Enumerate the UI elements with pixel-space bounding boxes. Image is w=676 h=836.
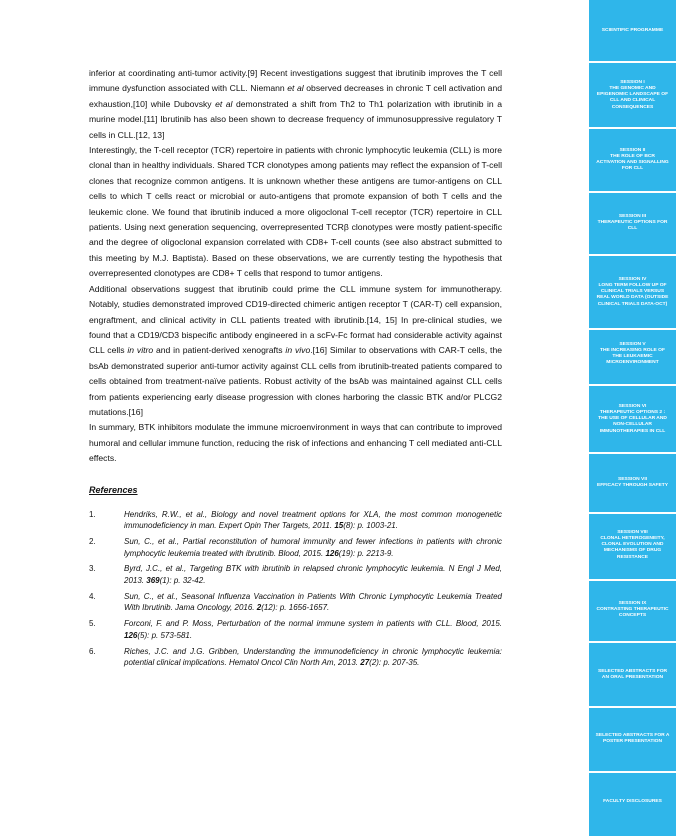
reference-volume: 126 [325,548,339,558]
sidebar-item-5[interactable] [589,277,676,308]
sidebar-item-label: SCIENTIFIC PROGRAMME [601,28,664,33]
sidebar-item-11[interactable] [589,669,676,682]
sidebar-divider [589,771,676,773]
paragraph-3-text-b: and in patient-derived xenografts [153,345,286,356]
reference-number: 3. [89,564,96,574]
reference-citation: Riches, J.C. and J.G. Gribben, Understanding the immunodeficiency in chronic lymphocytic leukemia: potential clinical implications. Hematol Oncol Clin North Am, 2013. [124,646,502,668]
sidebar-item-label: THERAPEUTIC OPTIONS 2 : THE USE OF CELLULAR AND NON-CELLULAR IMMUNOTHERAPIES IN CLL [598,409,667,434]
reference-pages: (1): p. 32-42. [159,576,206,586]
reference-item [89,591,502,614]
sidebar-divider [589,127,676,129]
reference-text [124,618,502,641]
reference-citation: Byrd, J.C., et al., Targeting BTK with ibrutinib in relapsed chronic lymphocytic leukemia. N Engl J Med, 2013. [124,564,502,586]
paragraph-1-text-c: demonstrated a shift from Th2 to Th1 polarization with ibrutinib in a murine model.[11] Ibrutinib has also been shown to decrease frequency of immunosuppressive regulatory T cells in CLL.[12, 13] [89,98,502,140]
sidebar-item-label: THE ROLE OF BCR ACTIVATION AND SIGNALLING FOR CLL [596,153,669,172]
reference-item [89,509,502,532]
reference-pages: (5): p. 573-581. [137,630,193,640]
reference-number: 5. [89,619,96,629]
reference-pages: (8): p. 1003-21. [343,521,398,531]
paragraph-1-italic-b: et al [215,98,233,109]
sidebar-item-12[interactable] [589,733,676,746]
sidebar-item-label: SESSION V [619,341,646,347]
sidebar-item-10[interactable] [589,601,676,620]
reference-text [124,509,502,532]
sidebar-item-label: SESSION II [619,147,646,153]
reference-number: 6. [89,646,96,656]
sidebar-divider [589,61,676,63]
reference-citation: Forconi, F. and P. Moss, Perturbation of the normal immune system in patients with CLL. Blood, 2015. [124,619,502,629]
sidebar-item-3[interactable] [589,148,676,173]
paragraph-3-text-a: Additional observations suggest that ibrutinib could prime the CLL immune system for immunotherapy. Notably, studies demonstrated improved CD19-directed chimeric antigen receptor T (CAR-T) cell expansion, engraftment, and clinical activity in CLL patients treated with ibrutinib.[14, 15] In pre-clinical studies, we found that a CD19/CD3 bispecific antibody engineered in a scFv-Fc format had considerable activity against CLL cells [89,283,502,356]
reference-item [89,646,502,669]
reference-item [89,536,502,559]
sidebar-item-label: THE GENOMIC AND EPIGENOMIC LANDSCAPE OF CLL AND CLINICAL CONSEQUENCES [596,85,669,110]
sidebar-divider [589,641,676,643]
reference-text [124,646,502,669]
sidebar-divider [589,254,676,256]
sidebar-item-9[interactable] [589,530,676,561]
paragraph-3-italic-b: in vivo [285,345,311,356]
reference-text [124,563,502,586]
sidebar-divider [589,579,676,581]
sidebar-item-label: SESSION III [618,213,647,219]
sidebar-item-label: SESSION VI [618,403,647,409]
reference-citation: Hendriks, R.W., et al., Biology and novel treatment options for XLA, the most common monogenetic immunodeficiency in man. Expert Opin Ther Targets, 2011. [124,509,502,531]
sidebar-divider [589,328,676,330]
paragraph-3-italic-a: in vitro [127,345,154,356]
sidebar-item-label: CONTRASTING THERAPEUTIC CONCEPTS [596,606,669,619]
sidebar-item-label: SESSION I [620,79,645,85]
reference-number: 2. [89,536,96,546]
paragraph-1 [89,66,502,143]
sidebar-divider [589,384,676,386]
paragraph-2: Interestingly, the T-cell receptor (TCR) repertoire in patients with chronic lymphocytic leukemia (CLL) is more clonal than in healthy individuals. Shared TCR clonotypes among patients may reflect the expansion of T-cell clones that recognize common antigens. It is unknown whether these antigens are tumor-antigens on CLL cells to which T cells react or microbial or auto-antigens that promote expansion of both T cells and the leukemic clone. We found that ibrutinib induced a more oligoclonal T-cell receptor (TCR) repertoire in CLL patients. Using next generation sequencing, overrepresented TCRβ clonotypes were mostly patient-specific and the degree of oligoclonal expansion correlated with CD8+ T-cell counts (see also abstract submitted to this meeting by M.J. Baptista). Based on these observations, we are currently testing the hypothesis that overrepresented clonotypes are CD8+ T cells that respond to tumor antigens. [89,145,502,279]
sidebar-item-label: CLONAL HETEROGENEITY, CLONAL EVOLUTION AND MECHANISMS OF DRUG RESISTANCE [600,535,665,560]
paragraph-3-text-c: .[16] Similar to observations with CAR-T cells, the bsAb demonstrated superior anti-tumor activity against CLL cells from ibrutinib-treated patients compared to cells obtained from treatment-naïve patients. Robust activity of the bsAb was maintained against CLL cells from patients experiencing early disease progression with clones harboring the classic BTK and/or PLCG2 mutations.[16] [89,345,503,417]
sidebar-item-label: SESSION IV [618,276,647,282]
reference-number: 1. [89,509,96,519]
sidebar-item-4[interactable] [589,214,676,233]
sidebar-item-2[interactable] [589,80,676,111]
reference-number: 4. [89,591,96,601]
main-content [89,66,502,673]
paragraph-4: In summary, BTK inhibitors modulate the immune microenvironment in ways that can contribute to improved humoral and cellular immune function, reducing the risk of infections and enhancing T cell mediated anti-CLL effects. [89,422,502,464]
reference-pages: (19): p. 2213-9. [338,548,394,558]
references-heading: References [89,484,138,495]
sidebar-item-label: THERAPEUTIC OPTIONS FOR CLL [597,219,668,232]
reference-list [89,509,502,669]
sidebar-item-7[interactable] [589,404,676,435]
sidebar-item-label: SESSION IX [618,600,647,606]
sidebar-divider [589,512,676,514]
reference-text [124,591,502,614]
reference-volume: 2 [256,603,262,613]
reference-pages: (2): p. 207-35. [369,658,420,668]
paragraph-3 [89,282,502,421]
sidebar-item-1[interactable] [589,28,676,34]
paragraph-1-text-b: observed decreases in chronic T cell activation and exhaustion,[10] while Dubovsky [89,83,503,109]
sidebar-divider [589,191,676,193]
reference-volume: 126 [124,630,138,640]
sidebar-item-label: SESSION VIII [617,529,648,535]
reference-item [89,563,502,586]
reference-volume: 27 [360,658,370,668]
paragraph-1-text-a: inferior at coordinating anti-tumor activity.[9] Recent investigations suggest that ibrutinib improves the T cell immune dysfunction associated with CLL. Niemann [89,68,502,94]
sidebar-item-label: LONG TERM FOLLOW UP OF CLINICAL TRIALS VERSUS REAL WORLD DATA (OUTSIDE CLINICAL TRIALS DATA-OCT) [596,282,669,307]
reference-text [124,536,502,559]
reference-pages: (12): p. 1656-1657. [261,603,330,613]
sidebar-item-8[interactable] [589,477,676,490]
reference-volume: 369 [146,576,160,586]
sidebar-nav [589,0,676,836]
reference-item [89,618,502,641]
reference-citation: Sun, C., et al., Partial reconstitution of humoral immunity and fewer infections in patients with chronic lymphocytic leukemia treated with ibrutinib. Blood, 2015. [124,536,502,558]
reference-citation: Sun, C., et al., Seasonal Influenza Vaccination in Patients With Chronic Lymphocytic Leukemia Treated With Ibrutinib. Jama Oncology, 2016. [124,591,502,613]
sidebar-item-13[interactable] [589,799,676,805]
sidebar-divider [589,706,676,708]
sidebar-item-label: SELECTED ABSTRACTS FOR AN ORAL PRESENTATION [597,668,668,680]
sidebar-item-label: EFFICACY THROUGH SAFETY [596,482,669,488]
sidebar-item-label: SESSION VII [617,476,648,482]
sidebar-item-label: SELECTED ABSTRACTS FOR A POSTER PRESENTATION [595,732,670,744]
sidebar-item-label: FACULTY DISCLOSURES [603,799,662,804]
reference-volume: 15 [334,521,344,531]
sidebar-item-label: THE INCREASING ROLE OF THE LEUKAEMIC MICROENVIRONMENT [600,347,665,366]
paragraph-1-italic-a: et al [287,83,304,94]
sidebar-divider [589,452,676,454]
sidebar-item-6[interactable] [589,342,676,367]
